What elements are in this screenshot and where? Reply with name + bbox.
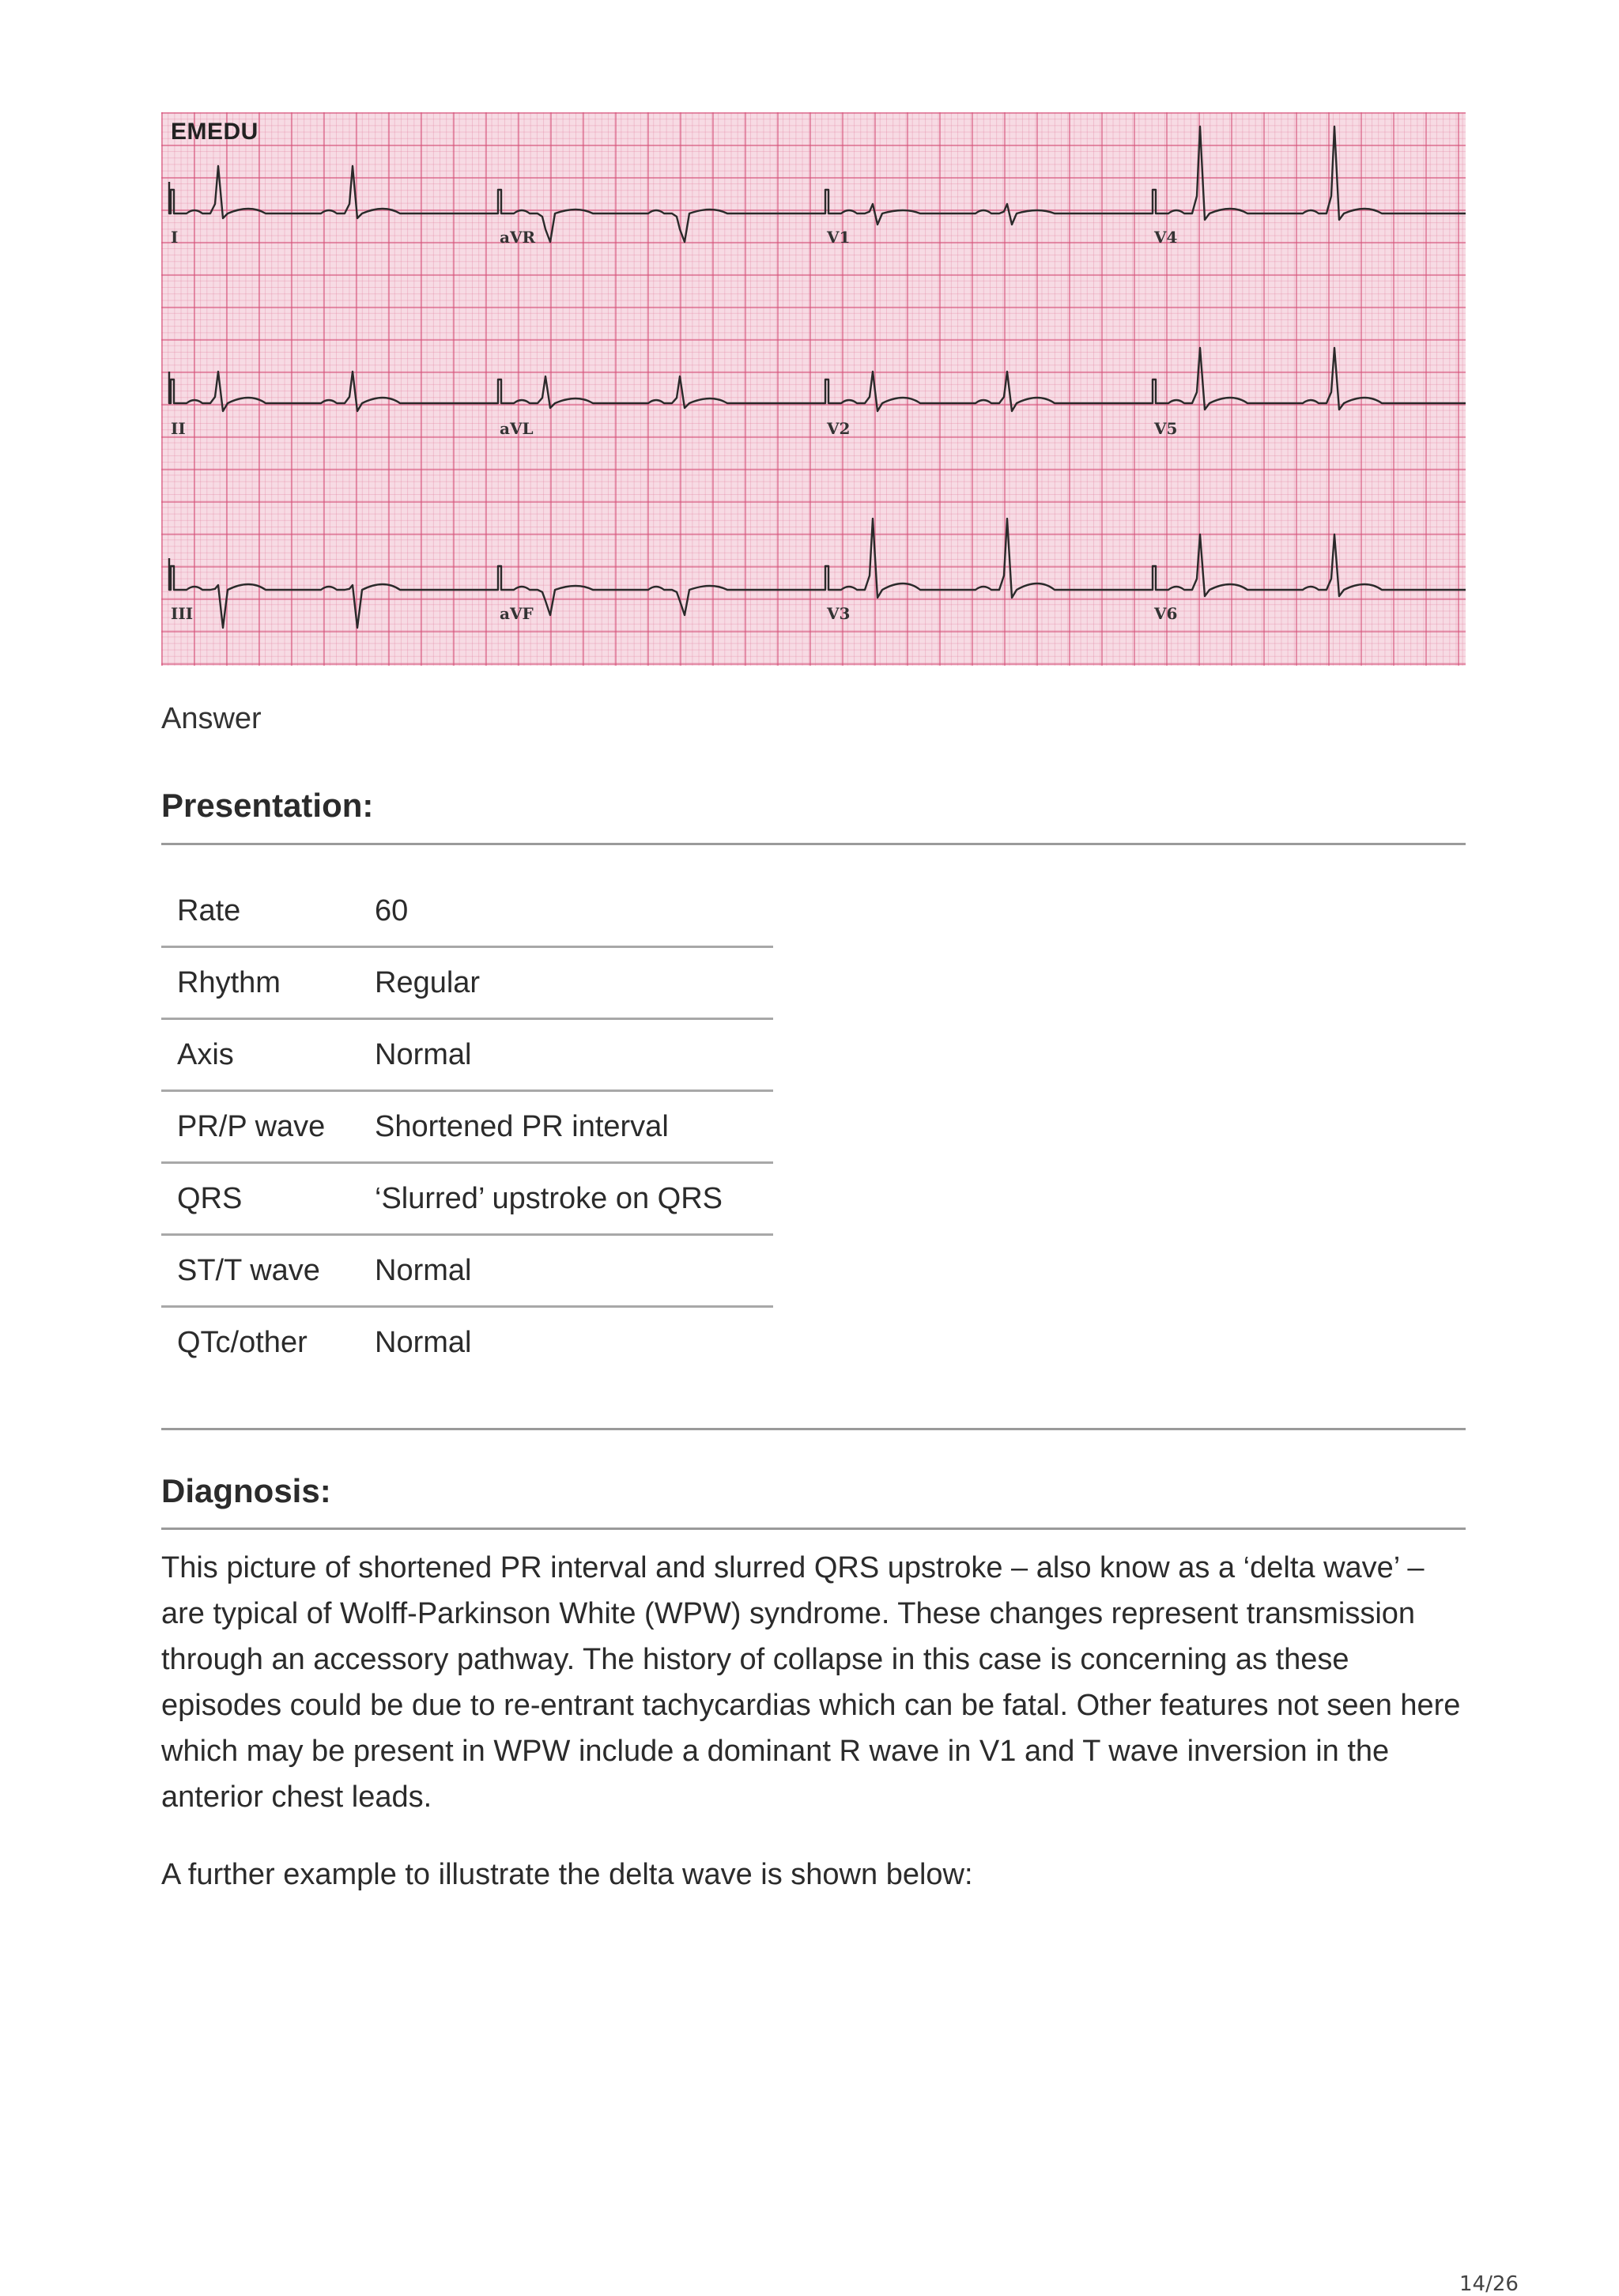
table-row xyxy=(161,1019,773,1091)
answer-label: Answer xyxy=(161,702,262,735)
ecg-trace-row xyxy=(169,127,1466,242)
diagnosis-heading: Diagnosis: xyxy=(161,1472,331,1509)
ecg-trace-row xyxy=(169,519,1466,628)
lead-label-v5: V5 xyxy=(1154,419,1178,438)
diagnosis-divider xyxy=(161,1528,1466,1530)
row-value: Normal xyxy=(359,1307,773,1378)
ecg-trace-row xyxy=(169,348,1466,411)
row-value: ‘Slurred’ upstroke on QRS xyxy=(359,1163,773,1235)
lead-label-iii: III xyxy=(171,604,194,623)
table-row xyxy=(161,1307,773,1378)
row-value: 60 xyxy=(375,893,409,927)
row-key: QTc/other xyxy=(161,1307,359,1378)
row-value: Shortened PR interval xyxy=(359,1091,773,1163)
row-key: ST/T wave xyxy=(161,1235,359,1307)
table-row xyxy=(161,1163,773,1235)
lead-label-v4: V4 xyxy=(1154,228,1178,247)
table-row xyxy=(161,876,773,947)
presentation-heading: Presentation: xyxy=(161,787,374,824)
row-value: Regular xyxy=(359,947,773,1019)
lead-label-avl: aVL xyxy=(500,419,534,438)
ecg-image xyxy=(161,112,1466,666)
lead-label-v6: V6 xyxy=(1154,604,1178,623)
diagnosis-paragraph: This picture of shortened PR interval and slurred QRS upstroke – also know as a ‘delta wave’ – are typical of Wolff-Parkinson White (WPW) syndrome. These changes represent transmission through an accessory pathway. The history of collapse in this case is concerning as these episodes could be due to re-entrant tachycardias which can be fatal. Other features not seen here which may be present in WPW include a dominant R wave in V1 and T wave inversion in the anterior chest leads. xyxy=(161,1551,1461,1814)
ecg-traces xyxy=(161,112,1466,666)
lead-label-v1: V1 xyxy=(827,228,851,247)
lead-label-v2: V2 xyxy=(827,419,851,438)
ecg-watermark: EMEDU xyxy=(171,119,259,145)
row-key: QRS xyxy=(161,1163,359,1235)
row-key: Axis xyxy=(161,1019,359,1091)
presentation-table xyxy=(161,876,773,1377)
lead-label-i: I xyxy=(171,228,179,247)
row-key: PR/P wave xyxy=(161,1091,359,1163)
lead-label-v3: V3 xyxy=(827,604,851,623)
row-key: Rate xyxy=(177,893,241,927)
table-row xyxy=(161,1235,773,1307)
row-value: Normal xyxy=(359,1235,773,1307)
presentation-divider xyxy=(161,843,1466,845)
row-value: Normal xyxy=(359,1019,773,1091)
further-example-text: A further example to illustrate the delta wave is shown below: xyxy=(161,1858,973,1891)
lead-label-avr: aVR xyxy=(500,228,536,247)
section-divider xyxy=(161,1428,1466,1430)
lead-label-avf: aVF xyxy=(500,604,534,623)
table-row xyxy=(161,1091,773,1163)
row-key: Rhythm xyxy=(161,947,359,1019)
page-number: 14/26 xyxy=(1459,2272,1519,2296)
lead-label-ii: II xyxy=(171,419,186,438)
table-row xyxy=(161,947,773,1019)
